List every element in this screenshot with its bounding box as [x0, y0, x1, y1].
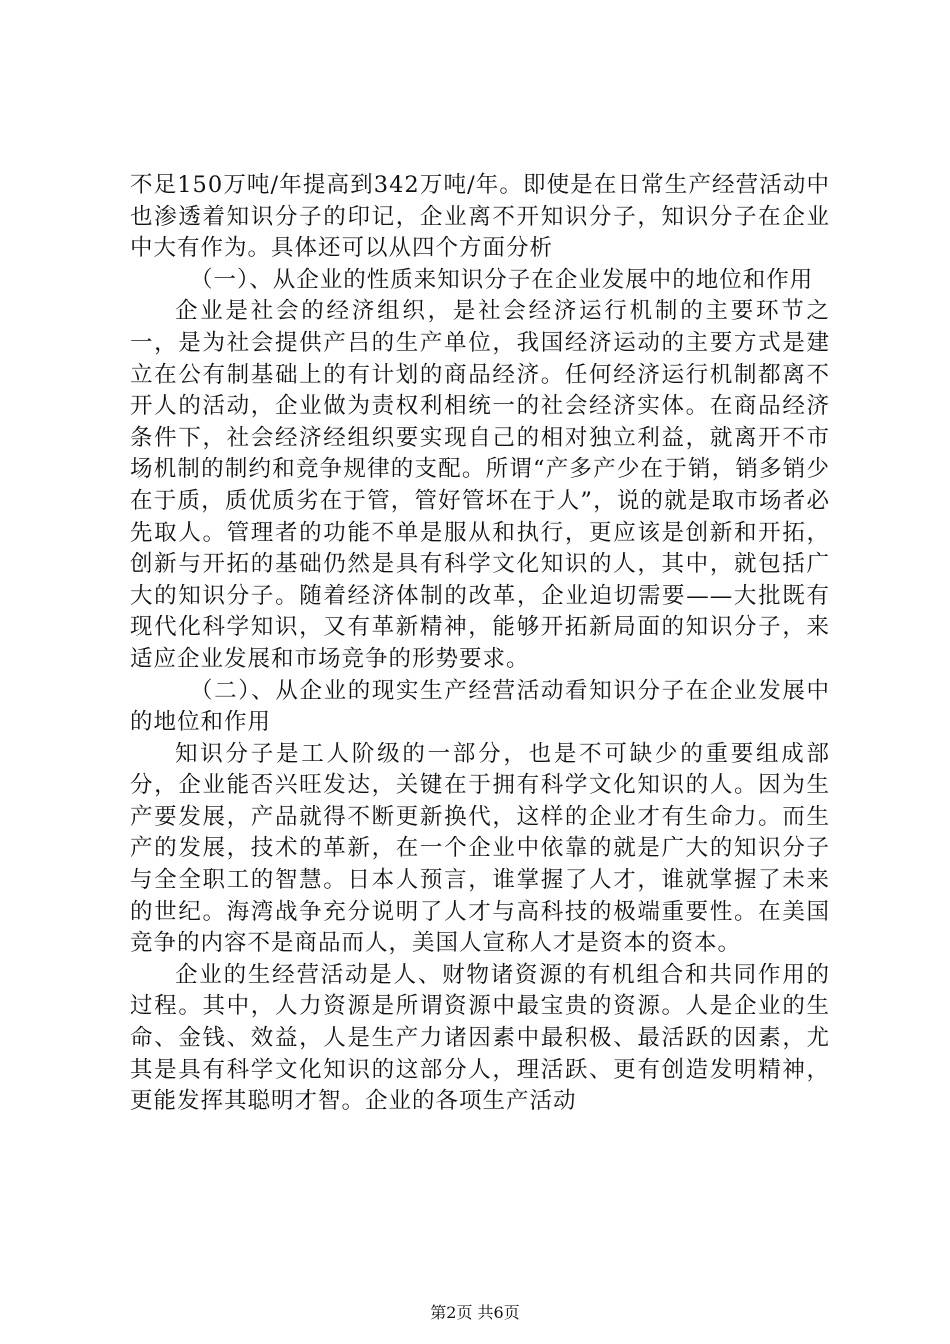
paragraph-continuation: 不足150万吨/年提高到342万吨/年。即使是在日常生产经营活动中也渗透着知识分子的印记，企业离不开知识分子，知识分子在企业中大有作为。具体还可以从四个方面分析: [130, 172, 830, 262]
paragraph-enterprise-nature: 企业是社会的经济组织，是社会经济运行机制的主要环节之一，是为社会提供产吕的生产单位，我国经济运动的主要方式是建立在公有制基础上的有计划的商品经济。任何经济运行机制都离不开人的活动，企业做为责权利相统一的社会经济实体。在商品经济条件下，社会经济经组织要实现自己的相对独立利益，就离开不市场机制的制约和竞争规律的支配。所谓“产多产少在于销，销多销少在于质，质优质劣在于管，管好管坏在于人”，说的就是取市场者必先取人。管理者的功能不单是服从和执行，更应该是创新和开拓，创新与开拓的基础仍然是具有科学文化知识的人，其中，就包括广大的知识分子。随着经济体制的改革，企业迫切需要——大批既有现代化科学知识，又有革新精神，能够开拓新局面的知识分子，来适应企业发展和市场竞争的形势要求。: [130, 298, 830, 672]
paragraph-human-resources: 企业的生经营活动是人、财物诸资源的有机组合和共同作用的过程。其中，人力资源是所谓资源中最宝贵的资源。人是企业的生命、金钱、效益，人是生产力诸因素中最积极、最活跃的因素，尤其是具有科学文化知识的这部分人，理活跃、更有创造发明精神，更能发挥其聪明才智。企业的各项生产活动: [130, 961, 830, 1115]
section-heading-2: （二）、从企业的现实生产经营活动看知识分子在企业发展中的地位和作用: [130, 677, 830, 736]
page-number-footer: 第2页 共6页: [430, 1303, 520, 1322]
paragraph-intellectuals-role: 知识分子是工人阶级的一部分，也是不可缺少的重要组成部分，企业能否兴旺发达，关键在于拥有科学文化知识的人。因为生产要发展，产品就得不断更新换代，这样的企业才有生命力。而生产的发展，技术的革新，在一个企业中依靠的就是广大的知识分子与全全职工的智慧。日本人预言，谁掌握了人才，谁就掌握了未来的世纪。海湾战争充分说明了人才与高科技的极端重要性。在美国竞争的内容不是商品而人，美国人宣称人才是资本的资本。: [130, 740, 830, 957]
section-heading-1: （一）、从企业的性质来知识分子在企业发展中的地位和作用: [190, 266, 814, 293]
document-body: [130, 170, 830, 1118]
